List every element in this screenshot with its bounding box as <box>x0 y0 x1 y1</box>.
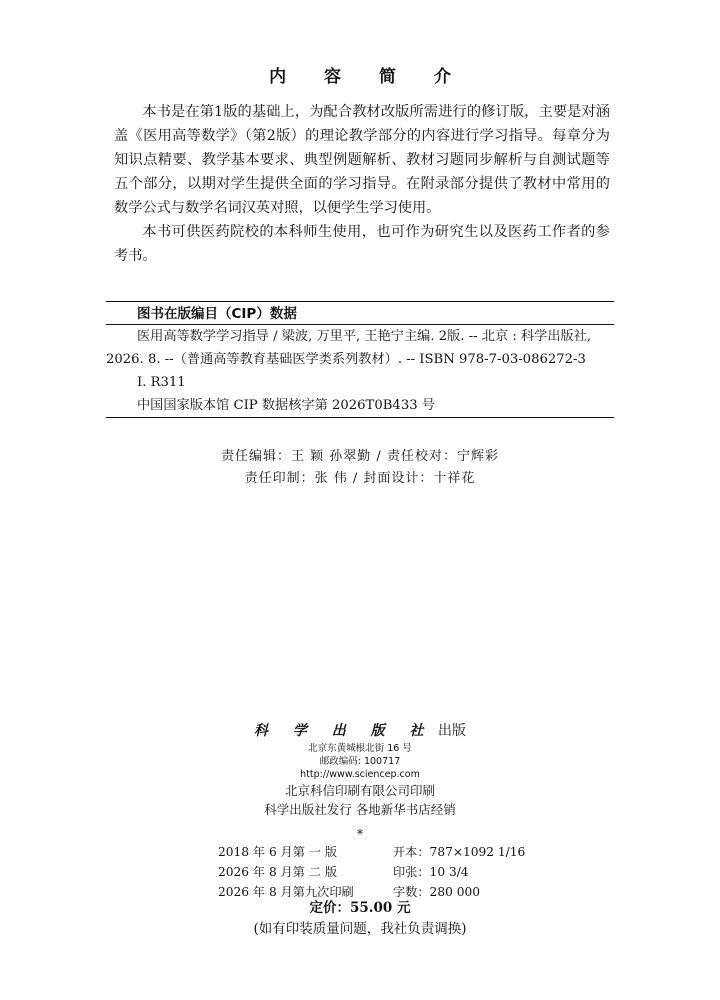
edition-specs <box>218 842 525 902</box>
separator-star: * <box>357 827 363 841</box>
publisher-url: http://www.sciencep.com <box>300 769 420 780</box>
printer-line: 北京科信印刷有限公司印刷 <box>284 783 435 798</box>
replacement-note: (如有印装质量问题，我社负责调换) <box>253 921 467 937</box>
spec-row <box>218 862 525 882</box>
price: 定价：55.00 元 <box>309 900 411 916</box>
publisher-name-line <box>0 720 720 742</box>
cip-bottom-rule <box>106 417 614 418</box>
editors-block <box>0 446 720 490</box>
spec-right: 字数：280 000 <box>393 885 480 899</box>
publisher-address: 北京东黄城根北街 16 号 <box>308 743 412 754</box>
spec-row <box>218 842 525 862</box>
cip-block <box>106 301 614 418</box>
publisher-block <box>0 720 720 845</box>
page-title: 内 容 简 介 <box>269 67 467 87</box>
spec-left: 2018 年 6 月第 一 版 <box>218 845 338 859</box>
cip-heading: 图书在版编目（CIP）数据 <box>137 306 297 322</box>
spec-right: 印张：10 3/4 <box>393 865 469 879</box>
intro-paragraph-2: 本书可供医药院校的本科师生使用，也可作为研究生以及医药工作者的参考书。 <box>114 224 610 264</box>
publisher-suffix: 出版 <box>437 723 466 739</box>
intro-paragraph-1: 本书是在第1版的基础上，为配合教材改版所需进行的修订版，主要是对涵盖《医用高等数学》（第2版）的理论教学部分的内容进行学习指导。每章分为知识点精要、教学基本要求、典型例题解析、教材习题同步解析与自测试题等五个部分，以期对学生提供全面的学习指导。在附录部分提供了教材中常用的数学公式与数学名词汉英对照，以便学生学习使用。 <box>114 104 610 216</box>
publisher-name: 科 学 出 版 社 <box>254 723 434 739</box>
editors-line-2: 责任印制：张 伟 / 封面设计：十祥花 <box>244 471 476 486</box>
distribution-line: 科学出版社发行 各地新华书店经销 <box>264 802 456 817</box>
cip-catalog-number: 中国国家版本馆 CIP 数据核字第 2026T0B433 号 <box>137 398 435 413</box>
spec-left: 2026 年 8 月第九次印刷 <box>218 885 354 899</box>
spec-right: 开本：787×1092 1/16 <box>393 845 526 859</box>
intro-section <box>114 100 610 268</box>
cip-entry <box>106 325 614 371</box>
spec-left: 2026 年 8 月第 二 版 <box>218 865 338 879</box>
editors-line-1: 责任编辑：王 颖 孙翠勤 / 责任校对：宁辉彩 <box>221 449 499 464</box>
publisher-postcode: 邮政编码: 100717 <box>319 756 401 767</box>
cip-classification: Ⅰ. R311 <box>137 375 186 390</box>
cip-entry-text: 医用高等数学学习指导 / 梁波, 万里平, 王艳宁主编. 2版. -- 北京 : 科学出版社, 2026. 8. --（普通高等教育基础医学类系列教材）. -- ISBN 978-7-03-086272-3 <box>106 329 592 367</box>
